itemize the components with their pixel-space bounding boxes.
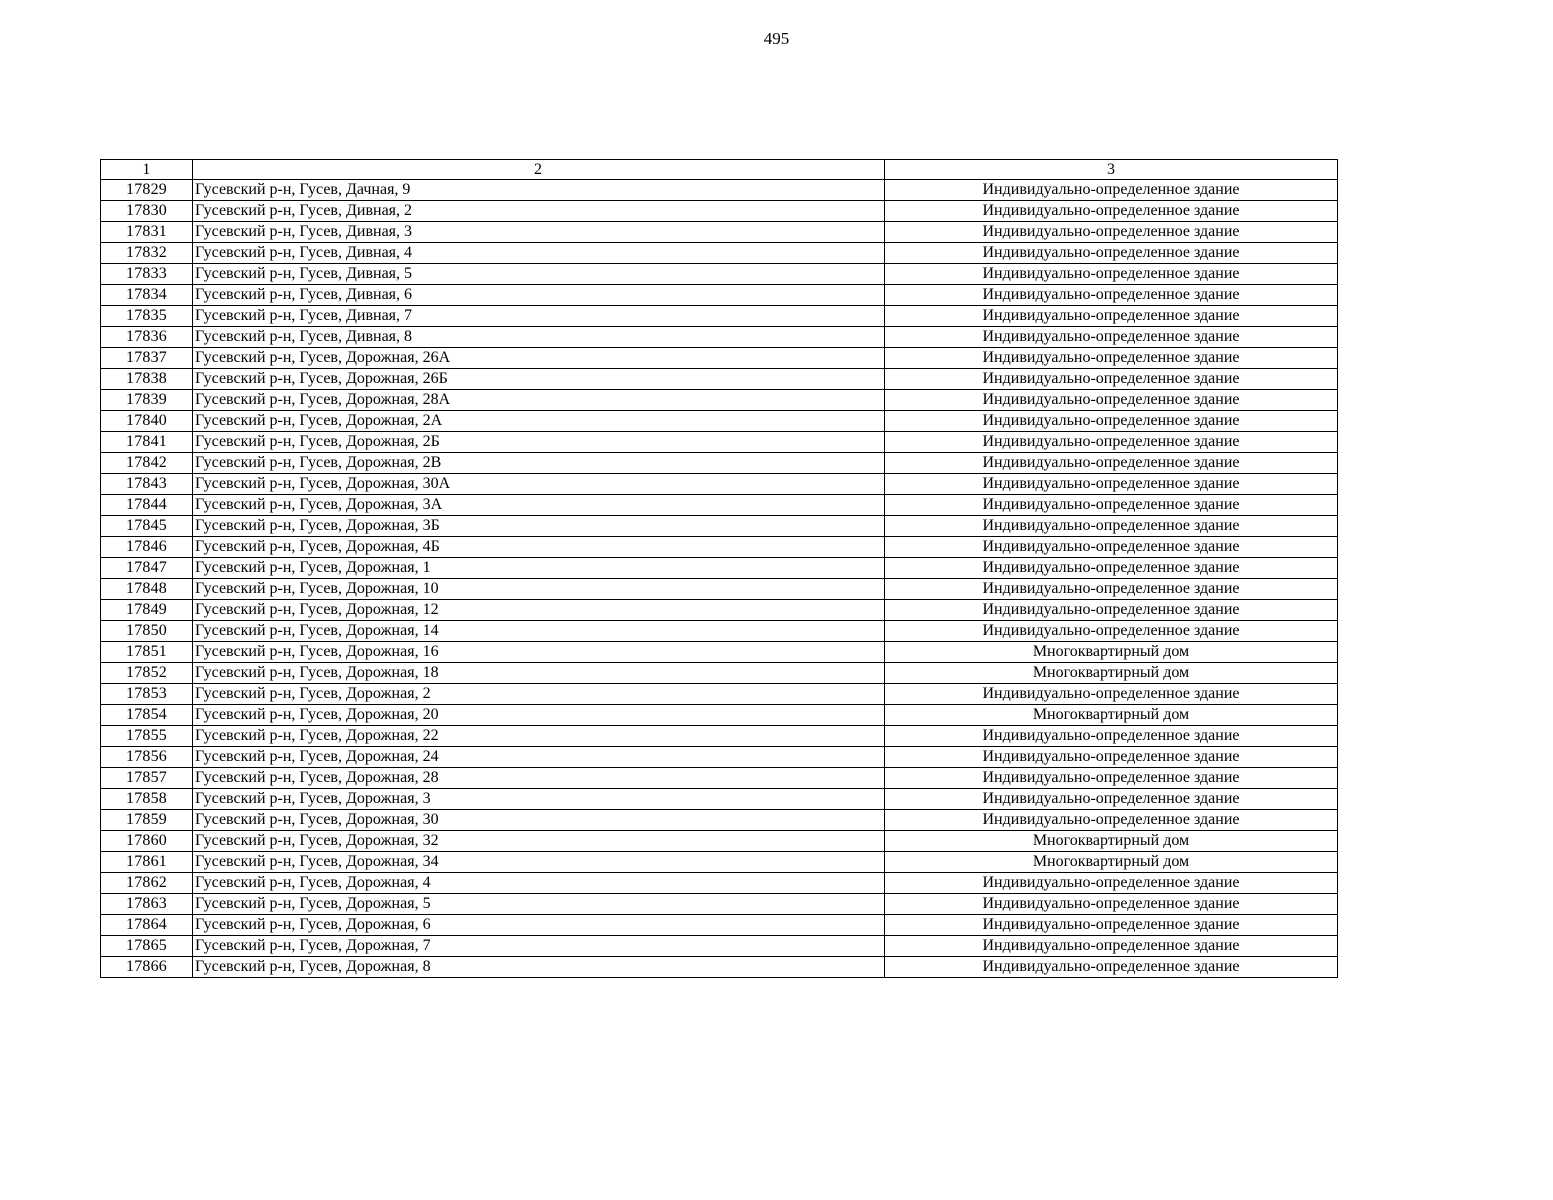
object-type-cell: Индивидуально-определенное здание xyxy=(885,453,1338,474)
table-row xyxy=(101,495,1338,516)
row-number-cell: 17831 xyxy=(101,222,193,243)
table-row xyxy=(101,243,1338,264)
address-cell: Гусевский р-н, Гусев, Дивная, 5 xyxy=(193,264,885,285)
address-cell: Гусевский р-н, Гусев, Дивная, 3 xyxy=(193,222,885,243)
object-type-cell: Индивидуально-определенное здание xyxy=(885,222,1338,243)
table-row xyxy=(101,663,1338,684)
row-number-cell: 17843 xyxy=(101,474,193,495)
address-cell: Гусевский р-н, Гусев, Дорожная, 4 xyxy=(193,873,885,894)
address-cell: Гусевский р-н, Гусев, Дивная, 8 xyxy=(193,327,885,348)
address-cell: Гусевский р-н, Гусев, Дорожная, 3 xyxy=(193,789,885,810)
object-type-cell: Индивидуально-определенное здание xyxy=(885,768,1338,789)
row-number-cell: 17834 xyxy=(101,285,193,306)
table-row xyxy=(101,957,1338,978)
row-number-cell: 17845 xyxy=(101,516,193,537)
table-row xyxy=(101,432,1338,453)
address-cell: Гусевский р-н, Гусев, Дорожная, 28А xyxy=(193,390,885,411)
table-row xyxy=(101,810,1338,831)
object-type-cell: Индивидуально-определенное здание xyxy=(885,558,1338,579)
address-cell: Гусевский р-н, Гусев, Дорожная, 22 xyxy=(193,726,885,747)
table-row xyxy=(101,516,1338,537)
row-number-cell: 17864 xyxy=(101,915,193,936)
address-cell: Гусевский р-н, Гусев, Дорожная, 2 xyxy=(193,684,885,705)
row-number-cell: 17849 xyxy=(101,600,193,621)
address-cell: Гусевский р-н, Гусев, Дорожная, 2В xyxy=(193,453,885,474)
row-number-cell: 17846 xyxy=(101,537,193,558)
row-number-cell: 17833 xyxy=(101,264,193,285)
object-type-cell: Индивидуально-определенное здание xyxy=(885,894,1338,915)
object-type-cell: Индивидуально-определенное здание xyxy=(885,474,1338,495)
table-row xyxy=(101,726,1338,747)
object-type-cell: Индивидуально-определенное здание xyxy=(885,201,1338,222)
address-cell: Гусевский р-н, Гусев, Дорожная, 1 xyxy=(193,558,885,579)
address-cell: Гусевский р-н, Гусев, Дорожная, 28 xyxy=(193,768,885,789)
object-type-cell: Индивидуально-определенное здание xyxy=(885,285,1338,306)
row-number-cell: 17853 xyxy=(101,684,193,705)
table-row xyxy=(101,264,1338,285)
object-type-cell: Индивидуально-определенное здание xyxy=(885,600,1338,621)
row-number-cell: 17857 xyxy=(101,768,193,789)
table-row xyxy=(101,915,1338,936)
table-row xyxy=(101,579,1338,600)
address-cell: Гусевский р-н, Гусев, Дорожная, 18 xyxy=(193,663,885,684)
table-row xyxy=(101,558,1338,579)
table-row xyxy=(101,852,1338,873)
row-number-cell: 17856 xyxy=(101,747,193,768)
table-row xyxy=(101,789,1338,810)
object-type-cell: Индивидуально-определенное здание xyxy=(885,810,1338,831)
address-cell: Гусевский р-н, Гусев, Дорожная, 32 xyxy=(193,831,885,852)
row-number-cell: 17850 xyxy=(101,621,193,642)
row-number-cell: 17865 xyxy=(101,936,193,957)
table-row xyxy=(101,873,1338,894)
table-row xyxy=(101,894,1338,915)
address-cell: Гусевский р-н, Гусев, Дорожная, 3А xyxy=(193,495,885,516)
object-type-cell: Индивидуально-определенное здание xyxy=(885,621,1338,642)
row-number-cell: 17863 xyxy=(101,894,193,915)
object-type-cell: Индивидуально-определенное здание xyxy=(885,873,1338,894)
row-number-cell: 17847 xyxy=(101,558,193,579)
table-row xyxy=(101,831,1338,852)
object-type-cell: Многоквартирный дом xyxy=(885,705,1338,726)
object-type-cell: Индивидуально-определенное здание xyxy=(885,180,1338,201)
row-number-cell: 17839 xyxy=(101,390,193,411)
object-type-cell: Индивидуально-определенное здание xyxy=(885,411,1338,432)
table-row xyxy=(101,222,1338,243)
row-number-cell: 17854 xyxy=(101,705,193,726)
table-row xyxy=(101,705,1338,726)
table-row xyxy=(101,201,1338,222)
object-type-cell: Индивидуально-определенное здание xyxy=(885,684,1338,705)
row-number-cell: 17848 xyxy=(101,579,193,600)
row-number-cell: 17859 xyxy=(101,810,193,831)
address-cell: Гусевский р-н, Гусев, Дорожная, 30А xyxy=(193,474,885,495)
table-row xyxy=(101,411,1338,432)
object-type-cell: Индивидуально-определенное здание xyxy=(885,936,1338,957)
row-number-cell: 17851 xyxy=(101,642,193,663)
table-body xyxy=(101,160,1338,978)
object-type-cell: Многоквартирный дом xyxy=(885,831,1338,852)
row-number-cell: 17860 xyxy=(101,831,193,852)
object-type-cell: Индивидуально-определенное здание xyxy=(885,432,1338,453)
row-number-cell: 17835 xyxy=(101,306,193,327)
table-row xyxy=(101,768,1338,789)
row-number-cell: 17861 xyxy=(101,852,193,873)
table-row xyxy=(101,453,1338,474)
address-cell: Гусевский р-н, Гусев, Дивная, 7 xyxy=(193,306,885,327)
object-type-cell: Индивидуально-определенное здание xyxy=(885,306,1338,327)
row-number-cell: 17852 xyxy=(101,663,193,684)
object-type-cell: Многоквартирный дом xyxy=(885,642,1338,663)
address-cell: Гусевский р-н, Гусев, Дорожная, 20 xyxy=(193,705,885,726)
address-cell: Гусевский р-н, Гусев, Дачная, 9 xyxy=(193,180,885,201)
table-row xyxy=(101,285,1338,306)
address-cell: Гусевский р-н, Гусев, Дорожная, 2Б xyxy=(193,432,885,453)
address-cell: Гусевский р-н, Гусев, Дивная, 2 xyxy=(193,201,885,222)
table-row xyxy=(101,621,1338,642)
object-type-cell: Индивидуально-определенное здание xyxy=(885,915,1338,936)
table-row xyxy=(101,747,1338,768)
object-type-cell: Индивидуально-определенное здание xyxy=(885,726,1338,747)
table-row xyxy=(101,537,1338,558)
address-cell: Гусевский р-н, Гусев, Дорожная, 8 xyxy=(193,957,885,978)
row-number-cell: 17842 xyxy=(101,453,193,474)
column-header-1: 1 xyxy=(101,160,193,180)
table-row xyxy=(101,474,1338,495)
row-number-cell: 17838 xyxy=(101,369,193,390)
address-cell: Гусевский р-н, Гусев, Дорожная, 14 xyxy=(193,621,885,642)
address-cell: Гусевский р-н, Гусев, Дорожная, 26Б xyxy=(193,369,885,390)
row-number-cell: 17862 xyxy=(101,873,193,894)
row-number-cell: 17866 xyxy=(101,957,193,978)
address-cell: Гусевский р-н, Гусев, Дивная, 4 xyxy=(193,243,885,264)
object-type-cell: Индивидуально-определенное здание xyxy=(885,957,1338,978)
row-number-cell: 17844 xyxy=(101,495,193,516)
row-number-cell: 17840 xyxy=(101,411,193,432)
column-header-3: 3 xyxy=(885,160,1338,180)
address-cell: Гусевский р-н, Гусев, Дорожная, 5 xyxy=(193,894,885,915)
address-cell: Гусевский р-н, Гусев, Дорожная, 7 xyxy=(193,936,885,957)
object-type-cell: Индивидуально-определенное здание xyxy=(885,348,1338,369)
object-type-cell: Индивидуально-определенное здание xyxy=(885,327,1338,348)
object-type-cell: Индивидуально-определенное здание xyxy=(885,264,1338,285)
row-number-cell: 17830 xyxy=(101,201,193,222)
address-cell: Гусевский р-н, Гусев, Дивная, 6 xyxy=(193,285,885,306)
object-type-cell: Индивидуально-определенное здание xyxy=(885,495,1338,516)
address-cell: Гусевский р-н, Гусев, Дорожная, 26А xyxy=(193,348,885,369)
object-type-cell: Индивидуально-определенное здание xyxy=(885,390,1338,411)
address-cell: Гусевский р-н, Гусев, Дорожная, 2А xyxy=(193,411,885,432)
object-type-cell: Индивидуально-определенное здание xyxy=(885,369,1338,390)
row-number-cell: 17841 xyxy=(101,432,193,453)
object-type-cell: Многоквартирный дом xyxy=(885,663,1338,684)
address-cell: Гусевский р-н, Гусев, Дорожная, 3Б xyxy=(193,516,885,537)
object-type-cell: Индивидуально-определенное здание xyxy=(885,789,1338,810)
table-row xyxy=(101,642,1338,663)
object-type-cell: Индивидуально-определенное здание xyxy=(885,579,1338,600)
address-cell: Гусевский р-н, Гусев, Дорожная, 24 xyxy=(193,747,885,768)
table-row xyxy=(101,936,1338,957)
column-header-2: 2 xyxy=(193,160,885,180)
address-cell: Гусевский р-н, Гусев, Дорожная, 34 xyxy=(193,852,885,873)
table-header-row xyxy=(101,160,1338,180)
table-row xyxy=(101,348,1338,369)
address-cell: Гусевский р-н, Гусев, Дорожная, 30 xyxy=(193,810,885,831)
page-number: 495 xyxy=(763,29,790,48)
row-number-cell: 17837 xyxy=(101,348,193,369)
object-type-cell: Индивидуально-определенное здание xyxy=(885,747,1338,768)
table-row xyxy=(101,306,1338,327)
object-type-cell: Индивидуально-определенное здание xyxy=(885,243,1338,264)
row-number-cell: 17836 xyxy=(101,327,193,348)
table-row xyxy=(101,327,1338,348)
table-row xyxy=(101,600,1338,621)
object-type-cell: Многоквартирный дом xyxy=(885,852,1338,873)
table-row xyxy=(101,390,1338,411)
row-number-cell: 17858 xyxy=(101,789,193,810)
row-number-cell: 17829 xyxy=(101,180,193,201)
address-cell: Гусевский р-н, Гусев, Дорожная, 10 xyxy=(193,579,885,600)
object-type-cell: Индивидуально-определенное здание xyxy=(885,516,1338,537)
address-cell: Гусевский р-н, Гусев, Дорожная, 12 xyxy=(193,600,885,621)
table-row xyxy=(101,684,1338,705)
address-cell: Гусевский р-н, Гусев, Дорожная, 16 xyxy=(193,642,885,663)
row-number-cell: 17832 xyxy=(101,243,193,264)
row-number-cell: 17855 xyxy=(101,726,193,747)
table-row xyxy=(101,369,1338,390)
address-cell: Гусевский р-н, Гусев, Дорожная, 4Б xyxy=(193,537,885,558)
property-registry-table xyxy=(100,159,1338,978)
object-type-cell: Индивидуально-определенное здание xyxy=(885,537,1338,558)
table-row xyxy=(101,180,1338,201)
address-cell: Гусевский р-н, Гусев, Дорожная, 6 xyxy=(193,915,885,936)
